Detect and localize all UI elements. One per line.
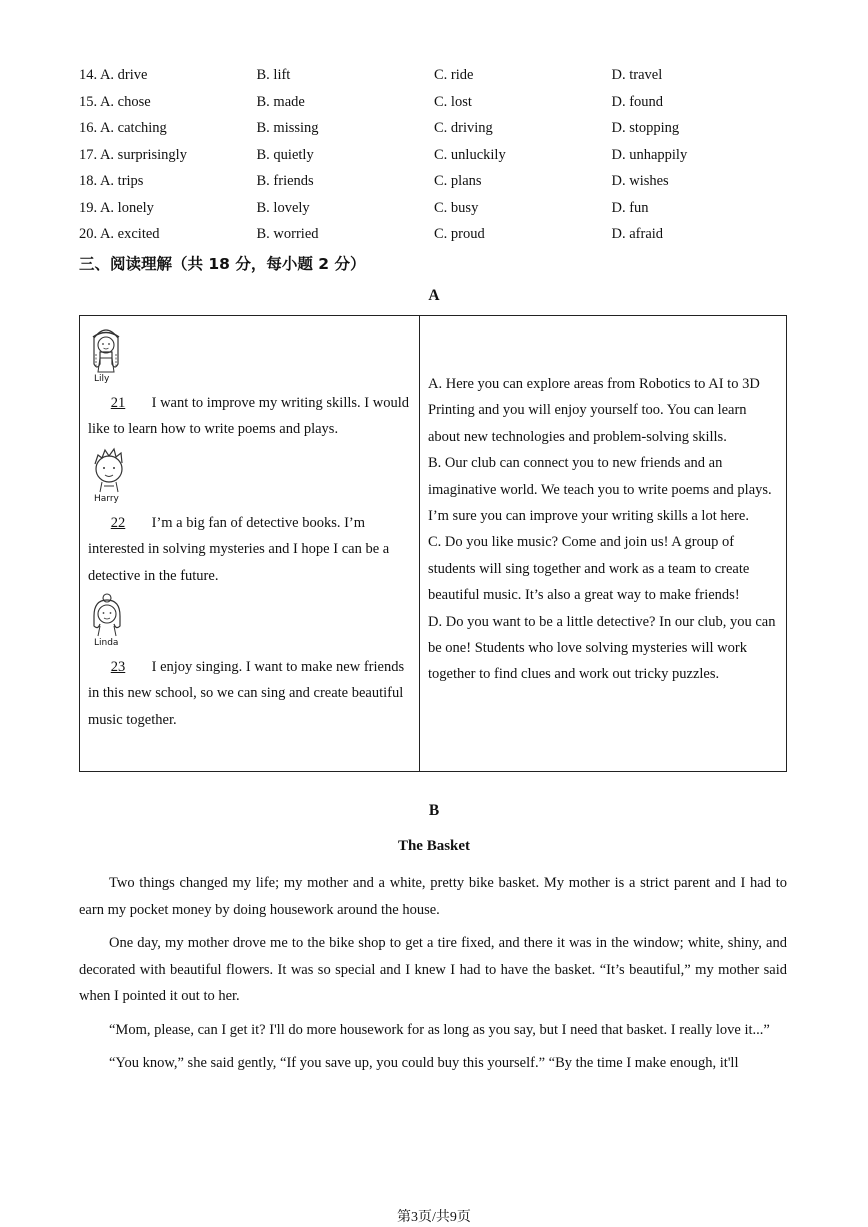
option-b: B. lovely (256, 199, 310, 216)
option-c: C. proud (434, 226, 485, 242)
person-name: Lily (94, 374, 110, 384)
option-a: 18. A. trips (79, 173, 144, 189)
blank-number: 21 (110, 395, 126, 411)
option-row-20 (79, 223, 819, 250)
person-statement (88, 510, 411, 589)
option-c: C. lost (434, 93, 472, 110)
blank-number: 22 (110, 514, 126, 531)
club-option-a: A. Here you can explore areas from Robotics to AI to 3D Printing and you will enjoy yourself too. You can learn about new technologies and problem-solving skills. (428, 376, 760, 445)
girl-portrait-icon (88, 324, 124, 374)
person-name: Linda (94, 638, 119, 649)
person-harry (88, 446, 411, 589)
story-paragraph: “You know,” she said gently, “If you save up, you could buy this yourself.” “By the time I make enough, it'll (109, 1055, 739, 1071)
statement-text: I enjoy singing. I want to make new friends in this new school, so we can sing and create beautiful music together. (88, 659, 405, 728)
person-linda (88, 592, 411, 733)
option-row-14 (79, 64, 819, 91)
option-row-19 (79, 197, 819, 224)
part-b-label: B (428, 802, 440, 819)
part-a-label: A (428, 287, 440, 304)
option-a: 17. A. surprisingly (79, 146, 187, 163)
option-d: D. afraid (611, 226, 664, 242)
story-title: The Basket (397, 838, 471, 854)
option-d: D. found (611, 93, 664, 110)
club-option-b: B. Our club can connect you to new friends and an imaginative world. We teach you to write poems and plays. I’m sure you can improve your writing skills a lot here. (428, 455, 772, 525)
option-row-18 (79, 170, 819, 197)
person-statement (88, 654, 411, 733)
option-row-17 (79, 144, 819, 171)
story-paragraph: Two things changed my life; my mother and a white, pretty bike basket. My mother is a strict parent and I had to earn my pocket money by doing housework around the house. (79, 875, 787, 918)
option-a: 20. A. excited (79, 226, 160, 242)
clubs-column (420, 316, 786, 771)
option-b: B. worried (256, 226, 319, 242)
story-paragraph: “Mom, please, can I get it? I'll do more housework for as long as you say, but I need that basket. I really love it...” (109, 1021, 770, 1038)
matching-table (79, 315, 787, 772)
option-a: 19. A. lonely (79, 199, 154, 216)
option-row-15 (79, 91, 819, 118)
answer-options (79, 64, 819, 250)
page-footer: 第3页/共9页 (397, 1210, 471, 1225)
option-d: D. fun (611, 199, 649, 216)
option-c: C. busy (434, 199, 479, 216)
person-statement (88, 390, 411, 443)
person-name: Harry (94, 493, 119, 504)
option-a: 16. A. catching (79, 120, 167, 136)
people-column (80, 316, 420, 771)
club-option-c: C. Do you like music? Come and join us! A group of students will sing together and work as a team to create beautiful music. It’s also a great way to make friends! (428, 534, 750, 604)
girl-portrait-icon (88, 592, 126, 638)
option-b: B. made (256, 93, 305, 110)
option-a: 14. A. drive (79, 67, 148, 83)
person-lily (88, 324, 411, 443)
story-paragraph: One day, my mother drove me to the bike shop to get a tire fixed, and there it was in the window; white, shiny, and decorated with beautiful flowers. It was so special and I knew I had to have the basket. “It’s beautiful,” my mother said when I pointed it out to her. (79, 935, 787, 1004)
section-heading: 三、阅读理解（共 18 分，每小题 2 分） (79, 255, 366, 273)
option-c: C. plans (434, 173, 482, 189)
statement-text: I want to improve my writing skills. I would like to learn how to write poems and plays. (88, 395, 409, 438)
option-d: D. wishes (611, 173, 669, 189)
story-body (79, 870, 787, 1084)
option-d: D. travel (611, 67, 663, 83)
option-b: B. missing (256, 120, 319, 136)
option-row-16 (79, 117, 819, 144)
option-c: C. unluckily (434, 146, 506, 163)
blank-number: 23 (110, 659, 126, 676)
option-c: C. ride (434, 67, 474, 83)
option-c: C. driving (434, 120, 493, 136)
option-a: 15. A. chose (79, 93, 151, 110)
option-d: D. stopping (611, 120, 680, 136)
option-b: B. quietly (256, 146, 314, 163)
boy-portrait-icon (88, 446, 130, 494)
option-b: B. lift (256, 67, 291, 83)
option-d: D. unhappily (611, 146, 688, 163)
statement-text: I’m a big fan of detective books. I’m interested in solving mysteries and I hope I can be a detective in the future. (88, 514, 390, 584)
option-b: B. friends (256, 173, 314, 189)
club-option-d: D. Do you want to be a little detective? In our club, you can be one! Students who love solving mysteries will work together to find clues and work out tricky puzzles. (428, 613, 776, 683)
